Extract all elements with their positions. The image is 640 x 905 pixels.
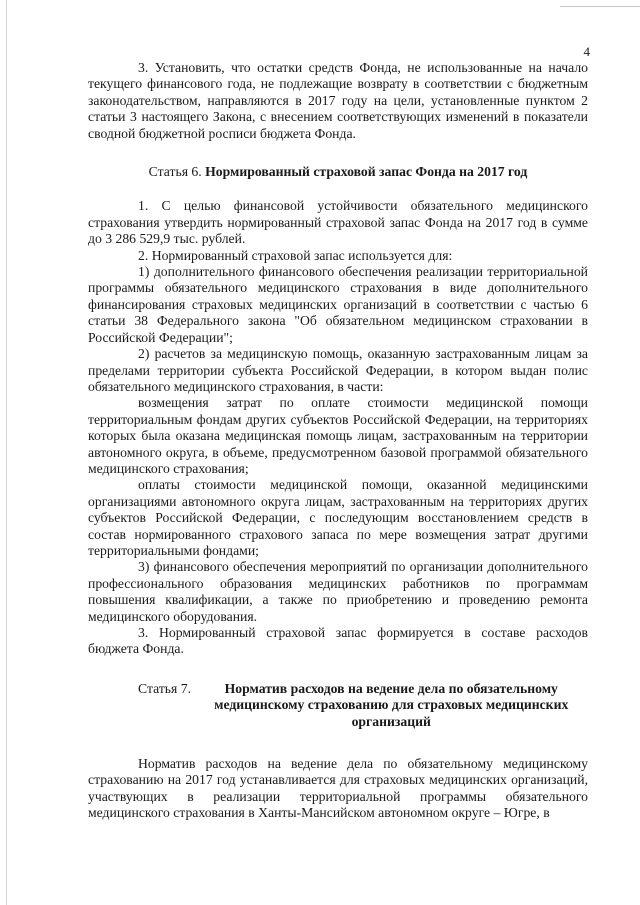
- article-7-label: Статья 7.: [138, 680, 192, 696]
- article-6-title: Нормированный страховой запас Фонда на 2017 год: [205, 164, 528, 180]
- article-7-title: Норматив расходов на ведение дела по обязательному медицинскому страхованию для страховых медицинских организаций: [214, 680, 569, 729]
- paragraph-usage-item-1: 1) дополнительного финансового обеспечения реализации территориальной программы обязательного медицинского страхования в виде дополнительного финансирования страховых медицинских организаций в соответствии с частью 6 статьи 38 Федерального закона "Об обязательном медицинском страховании в Российской Федерации";: [88, 264, 588, 345]
- article-6-heading: [88, 164, 588, 180]
- paragraph-usage-item-2: 2) расчетов за медицинскую помощь, оказанную застрахованным лицам за пределами территории субъекта Российской Федерации, в котором выдан полис обязательного медицинского страхования, в части:: [88, 346, 588, 394]
- scan-edge-mark: [560, 6, 640, 7]
- paragraph-reserve-formation: 3. Нормированный страховой запас формируется в составе расходов бюджета Фонда.: [88, 625, 588, 657]
- paragraph-usage-item-2b: оплаты стоимости медицинской помощи, оказанной медицинскими организациями автономного округа лицам, застрахованным на территориях других субъектов Российской Федерации, с последующим восстановлением средств в состав нормированного страхового запаса по мере возмещения затрат другими территориальными фондами;: [88, 477, 588, 558]
- scan-edge-line: [6, 0, 7, 905]
- page-number: 4: [583, 44, 590, 59]
- article-6-label: Статья 6.: [148, 164, 202, 180]
- paragraph-reserve-amount: 1. С целью финансовой устойчивости обязательного медицинского страхования утвердить нормированный страховой запас Фонда на 2017 год в сумме до 3 286 529,9 тыс. рублей.: [88, 198, 588, 247]
- paragraph-reserve-usage: 2. Нормированный страховой запас используется для:: [138, 247, 453, 263]
- paragraph-usage-item-3: 3) финансового обеспечения мероприятий по организации дополнительного профессионального образования медицинских работников по программам повышения квалификации, а также по приобретению и проведению ремонта медицинского оборудования.: [88, 559, 588, 624]
- article-7-heading: [88, 681, 588, 730]
- paragraph-usage-item-2a: возмещения затрат по оплате стоимости медицинской помощи территориальным фондам других субъектов Российской Федерации, на территориях которых была оказана медицинская помощь лицам, застрахованным на территории автономного округа, в объеме, предусмотренном базовой программой обязательного медицинского страхования;: [88, 395, 588, 476]
- document-body: [88, 60, 588, 822]
- paragraph-admin-norm: Норматив расходов на ведение дела по обязательному медицинскому страхованию на 2017 год устанавливается для страховых медицинских организаций, участвующих в реализации территориальной программы обязательного медицинского страхования в Ханты-Мансийском автономном округе – Югре, в: [88, 756, 588, 821]
- paragraph-fund-remainder: 3. Установить, что остатки средств Фонда, не использованные на начало текущего финансового года, не подлежащие возврату в соответствии с бюджетным законодательством, направляются в 2017 году на цели, установленные пунктом 2 статьи 3 настоящего Закона, с внесением соответствующих изменений в показатели сводной бюджетной росписи бюджета Фонда.: [88, 60, 588, 141]
